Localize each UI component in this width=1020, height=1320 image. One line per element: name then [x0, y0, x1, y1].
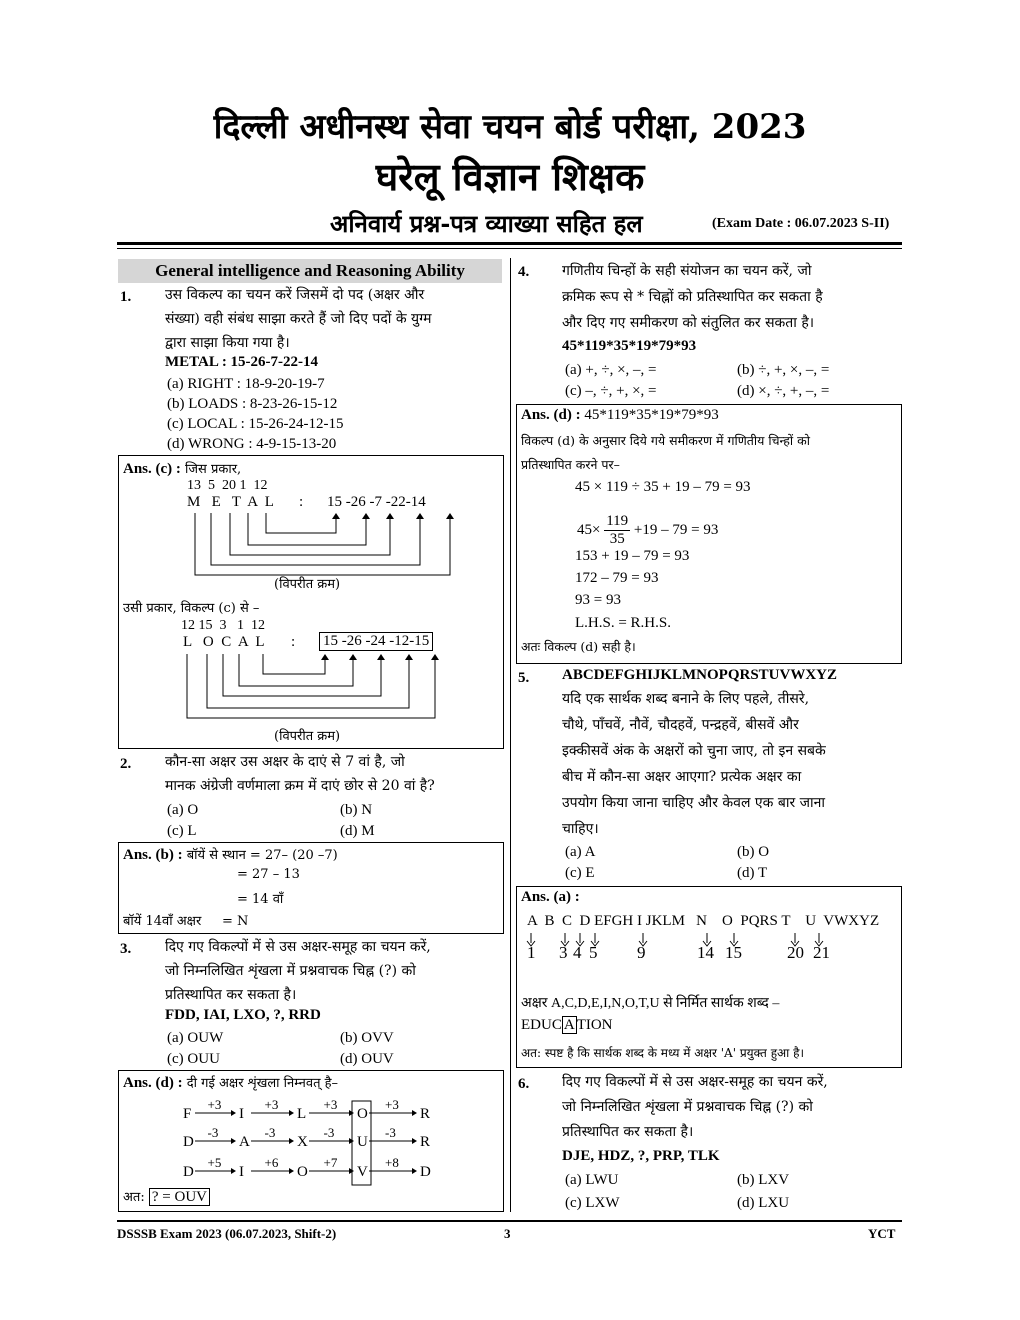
- q3-step-label: +3: [264, 1097, 279, 1112]
- q4-step: 93 = 93: [575, 592, 621, 608]
- q3-step-label: -3: [264, 1125, 276, 1140]
- q4-option-d: (d) ×, ÷, +, –, =: [737, 383, 830, 399]
- q6-option-d: (d) LXU: [737, 1195, 790, 1211]
- footer-publisher: YCT: [868, 1226, 896, 1241]
- q6-option-b: (b) LXV: [737, 1172, 790, 1188]
- q3-series-letter: D: [183, 1134, 194, 1150]
- q5-text-line: चौथे, पाँचवें, नौवें, चौदहवें, पन्द्रहवें, बीसवें और: [562, 717, 799, 733]
- q5-position-number: 9: [637, 943, 646, 962]
- q4-ans-explain: [521, 429, 810, 477]
- q3-step-label: -3: [207, 1125, 219, 1140]
- q3-option-a: (a) OUW: [167, 1030, 224, 1046]
- q1-ans-label: Ans. (c) :: [123, 461, 181, 477]
- q1-option-b: (b) LOADS : 8-23-26-15-12: [167, 396, 338, 412]
- q5-position-number: 14: [697, 943, 714, 962]
- q5-word-pre: EDUC: [521, 1017, 562, 1033]
- q1-ans-head: [123, 459, 241, 478]
- q5-word-line: अक्षर A,C,D,E,I,N,O,T,U से निर्मित सार्थक शब्द –: [521, 996, 780, 1011]
- q1-ans-intro: जिस प्रकार,: [185, 462, 242, 477]
- q1-text-line: द्वारा साझा किया गया है।: [165, 335, 290, 351]
- q4-number: 4.: [518, 264, 530, 280]
- q3-step-label: +3: [207, 1097, 222, 1112]
- q3-series: FDD, IAI, LXO, ?, RRD: [165, 1007, 321, 1023]
- q3-series-letter: U: [357, 1134, 368, 1150]
- q3-arrow-head: [231, 1168, 236, 1174]
- footer-exam: DSSSB Exam 2023 (06.07.2023, Shift-2): [117, 1226, 337, 1241]
- q4-option-b: (b) ÷, +, ×, –, =: [737, 362, 830, 378]
- q3-options-left: [167, 1028, 223, 1070]
- q5-text-line: इक्कीसवें अंक के अक्षरों को चुना जाए, तो इन सबके: [562, 743, 826, 759]
- q3-options-right: [340, 1028, 394, 1070]
- q2-ans-result: बॉयें 14वाँ अक्षर = N: [123, 914, 249, 929]
- q2-option-a: (a) O: [167, 802, 199, 818]
- q2-text: [165, 750, 505, 798]
- q3-option-c: (c) OUU: [167, 1051, 220, 1067]
- q1-text-line: संख्या) वही संबंध साझा करते हैं जो दिए पदों के युग्म: [165, 311, 432, 327]
- q4-frac-num: 119: [606, 513, 629, 529]
- q3-series-letter: A: [239, 1134, 250, 1150]
- q4-text-line: और दिए गए समीकरण को संतुलित कर सकता है।: [562, 315, 815, 331]
- q5-word-highlight: A: [563, 1017, 575, 1033]
- q3-step-label: +8: [385, 1155, 399, 1170]
- q5-alphabet: ABCDEFGHIJKLMNOPQRSTUVWXYZ: [562, 667, 838, 683]
- q6-series: DJE, HDZ, ?, PRP, TLK: [562, 1148, 720, 1164]
- q2-option-d: (d) M: [340, 823, 375, 839]
- footer-rule: [117, 1220, 902, 1222]
- q5-word: [521, 1017, 613, 1034]
- q3-series-letter: R: [420, 1106, 431, 1122]
- column-divider: [510, 258, 511, 1212]
- q5-option-b: (b) O: [737, 844, 770, 860]
- q6-text-line: दिए गए विकल्पों में से उस अक्षर-समूह का चयन करें,: [562, 1074, 828, 1090]
- q3-series-letter: F: [183, 1106, 192, 1122]
- local-reverse-note: (विपरीत क्रम): [274, 729, 341, 744]
- q3-arrow-head: [412, 1138, 417, 1144]
- q4-ans-line: प्रतिस्थापित करने पर–: [521, 457, 620, 472]
- q5-position-number: 4: [573, 943, 582, 962]
- q3-series-letter: O: [357, 1106, 368, 1122]
- q5-text-line: यदि एक सार्थक शब्द बनाने के लिए पहले, तीसरे,: [562, 691, 810, 707]
- q4-ans-expr: 45*119*35*19*79*93: [584, 407, 719, 423]
- q3-series-letter: D: [183, 1164, 194, 1180]
- q3-conclusion-answer: ? = OUV: [149, 1188, 210, 1206]
- q5-conclusion: अत: स्पष्ट है कि सार्थक शब्द के मध्य में अक्षर 'A' प्रयुक्त हुआ है।: [521, 1046, 805, 1060]
- metal-numbers: 13 5 20 1 12: [187, 478, 268, 493]
- section-title: General intelligence and Reasoning Ability: [118, 259, 502, 283]
- q3-ans-head: [123, 1073, 338, 1092]
- q3-step-label: +3: [323, 1097, 338, 1112]
- q4-option-c: (c) –, ÷, +, ×, =: [565, 383, 657, 399]
- local-colon: :: [291, 634, 296, 650]
- q5-option-c: (c) E: [565, 865, 595, 881]
- q4-text: [562, 258, 907, 336]
- q3-series-letter: R: [420, 1134, 431, 1150]
- q3-arrow-head: [289, 1138, 294, 1144]
- q5-number-row: [517, 943, 901, 967]
- q3-arrow-head: [231, 1138, 236, 1144]
- exam-date: (Exam Date : 06.07.2023 S-II): [712, 216, 890, 231]
- q2-ans-step: बॉयें से स्थान = 27– (20 –7): [186, 848, 338, 863]
- q3-ans-intro: दी गई अक्षर शृंखला निम्नवत् है–: [186, 1076, 339, 1091]
- q3-conclusion-prefix: अत:: [123, 1190, 145, 1205]
- q2-option-b: (b) N: [340, 802, 373, 818]
- q3-series-letter: V: [357, 1164, 368, 1180]
- q4-conclusion: अतः विकल्प (d) सही है।: [521, 639, 636, 654]
- q1-option-d: (d) WRONG : 4-9-15-13-20: [167, 436, 337, 452]
- q6-number: 6.: [518, 1076, 530, 1092]
- q5-text-line: उपयोग किया जाना चाहिए और केवल एक बार जाना: [562, 795, 826, 811]
- q4-step: 45 × 119 ÷ 35 + 19 – 79 = 93: [575, 479, 751, 495]
- q4-frac-den: 35: [609, 531, 625, 547]
- q1-answer-box: [118, 455, 504, 749]
- q5-position-number: 21: [813, 943, 830, 962]
- q3-series-letter: X: [297, 1134, 308, 1150]
- q5-number: 5.: [518, 670, 530, 686]
- q2-option-c: (c) L: [167, 823, 197, 839]
- q4-step: 172 – 79 = 93: [575, 570, 659, 586]
- subject-title: घरेलू विज्ञान शिक्षक: [375, 154, 645, 199]
- q6-option-c: (c) LXW: [565, 1195, 620, 1211]
- q2-ans-line1: [123, 845, 338, 864]
- q5-text: [562, 686, 907, 842]
- q3-arrow-head: [412, 1110, 417, 1116]
- q4-answer-box: [516, 404, 902, 664]
- q3-arrow-head: [412, 1168, 417, 1174]
- q4-text-line: गणितीय चिन्हों के सही संयोजन का चयन करें, जो: [562, 263, 812, 279]
- q6-option-a: (a) LWU: [565, 1172, 619, 1188]
- q2-text-line: मानक अंग्रेजी वर्णमाला क्रम में दाएं छोर से 20 वां है?: [165, 778, 435, 794]
- metal-colon: :: [299, 494, 304, 510]
- q3-text-line: दिए गए विकल्पों में से उस अक्षर-समूह का चयन करें,: [165, 939, 431, 955]
- q4-options-left: [565, 360, 657, 402]
- q4-ans-label: Ans. (d) :: [521, 407, 581, 423]
- q3-step-label: +6: [264, 1155, 279, 1170]
- q2-answer-box: [118, 842, 504, 934]
- q4-fraction: [604, 513, 630, 548]
- q4-expression: 45*119*35*19*79*93: [562, 338, 697, 354]
- q2-options-left: [167, 800, 198, 842]
- q5-text-line: बीच में कौन-सा अक्षर आएगा? प्रत्येक अक्षर का: [562, 769, 802, 785]
- q3-series-diagram: [119, 1091, 503, 1191]
- q3-option-d: (d) OUV: [340, 1051, 394, 1067]
- metal-reverse-note: (विपरीत क्रम): [274, 577, 341, 592]
- q4-frac-right: +19 – 79 = 93: [633, 522, 719, 538]
- local-numbers: 12 15 3 1 12: [181, 618, 265, 633]
- local-code: 15 -26 -24 -12-15: [319, 632, 433, 651]
- q5-word-post: TION: [576, 1017, 613, 1033]
- local-mapping-lines: [119, 652, 503, 724]
- q4-frac-left: 45×: [577, 522, 601, 538]
- q3-step-label: -3: [385, 1125, 396, 1140]
- q6-text: [562, 1070, 907, 1145]
- q4-step: 153 + 19 – 79 = 93: [575, 548, 690, 564]
- q3-ans-label: Ans. (d) :: [123, 1075, 183, 1091]
- q2-number: 2.: [120, 756, 132, 772]
- exam-title: दिल्ली अधीनस्थ सेवा चयन बोर्ड परीक्षा, 2023: [213, 107, 807, 147]
- q3-text-line: प्रतिस्थापित कर सकता है।: [165, 987, 297, 1003]
- q5-position-number: 20: [787, 943, 804, 962]
- q4-text-line: क्रमिक रूप से * चिह्नों को प्रतिस्थापित कर सकता है: [562, 289, 823, 305]
- metal-mapping-lines: [119, 511, 503, 579]
- q4-step: L.H.S. = R.H.S.: [575, 615, 671, 631]
- q5-option-a: (a) A: [565, 844, 596, 860]
- q2-ans-label: Ans. (b) :: [123, 847, 183, 863]
- q5-ans-label: Ans. (a) :: [521, 889, 580, 905]
- q2-options-right: [340, 800, 375, 842]
- q3-step-label: +5: [207, 1155, 222, 1170]
- metal-code: 15 -26 -7 -22-14: [327, 494, 426, 510]
- q3-conclusion: [123, 1187, 210, 1206]
- q3-arrow-head: [231, 1110, 236, 1116]
- q3-series-letter: I: [239, 1106, 244, 1122]
- q2-text-line: कौन-सा अक्षर उस अक्षर के दाएं से 7 वां है, जो: [165, 754, 405, 770]
- q3-answer-box: [118, 1070, 504, 1212]
- q3-number: 3.: [120, 941, 132, 957]
- footer-page-number: 3: [504, 1226, 511, 1241]
- metal-letters: M E T A L: [187, 494, 274, 510]
- q6-options-right: [737, 1169, 789, 1215]
- local-letters: L O C A L: [183, 634, 265, 650]
- q4-ans-head: [521, 407, 719, 424]
- q4-option-a: (a) +, ÷, ×, –, =: [565, 362, 657, 378]
- q3-arrow-head: [289, 1110, 294, 1116]
- q3-series-letter: L: [297, 1106, 307, 1122]
- q5-option-d: (d) T: [737, 865, 768, 881]
- q5-options-right: [737, 842, 769, 884]
- q3-step-label: +3: [385, 1097, 399, 1112]
- paper-subtitle: अनिवार्य प्रश्न-पत्र व्याख्या सहित हल: [330, 209, 643, 238]
- q5-text-line: चाहिए।: [562, 821, 599, 837]
- q4-options-right: [737, 360, 829, 402]
- q1-text: [165, 283, 505, 355]
- q3-text-line: जो निम्नलिखित शृंखला में प्रश्नवाचक चिह्न (?) को: [165, 963, 416, 979]
- q1-option-a: (a) RIGHT : 18-9-20-19-7: [167, 376, 325, 392]
- q5-answer-box: [516, 886, 902, 1068]
- q5-position-number: 5: [589, 943, 598, 962]
- q5-position-number: 1: [527, 943, 536, 962]
- q3-step-label: -3: [323, 1125, 335, 1140]
- q1-number: 1.: [120, 289, 132, 305]
- q3-step-label: +7: [323, 1155, 338, 1170]
- header-rule: [117, 242, 902, 245]
- q5-letters-row: A B C D EFGH I JKLM N O PQRS T U VWXYZ: [527, 913, 880, 929]
- q2-ans-step: = 27 – 13: [237, 867, 300, 882]
- q3-option-b: (b) OVV: [340, 1030, 394, 1046]
- q5-options-left: [565, 842, 595, 884]
- q6-options-left: [565, 1169, 620, 1215]
- q3-series-letter: O: [297, 1164, 308, 1180]
- header-rule-thin: [117, 248, 902, 249]
- q1-given: METAL : 15-26-7-22-14: [165, 354, 319, 370]
- q1-options: [167, 374, 343, 454]
- q3-text: [165, 935, 505, 1007]
- q5-position-number: 15: [725, 943, 742, 962]
- q1-text-line: उस विकल्प का चयन करें जिसमें दो पद (अक्षर और: [165, 287, 425, 303]
- q5-position-number: 3: [559, 943, 568, 962]
- q6-text-line: प्रतिस्थापित कर सकता है।: [562, 1124, 694, 1140]
- q3-series-letter: D: [420, 1164, 431, 1180]
- q4-ans-line: विकल्प (d) के अनुसार दिये गये समीकरण में गणितीय चिन्हों को: [521, 433, 810, 448]
- q3-arrow-head: [289, 1168, 294, 1174]
- q1-option-c: (c) LOCAL : 15-26-24-12-15: [167, 416, 344, 432]
- q1-similarly: उसी प्रकार, विकल्प (c) से –: [123, 601, 260, 616]
- q4-fraction-step: [577, 513, 718, 548]
- q6-text-line: जो निम्नलिखित शृंखला में प्रश्नवाचक चिह्न (?) को: [562, 1099, 813, 1115]
- q3-series-letter: I: [239, 1164, 244, 1180]
- q2-ans-step: = 14 वाँ: [237, 892, 284, 907]
